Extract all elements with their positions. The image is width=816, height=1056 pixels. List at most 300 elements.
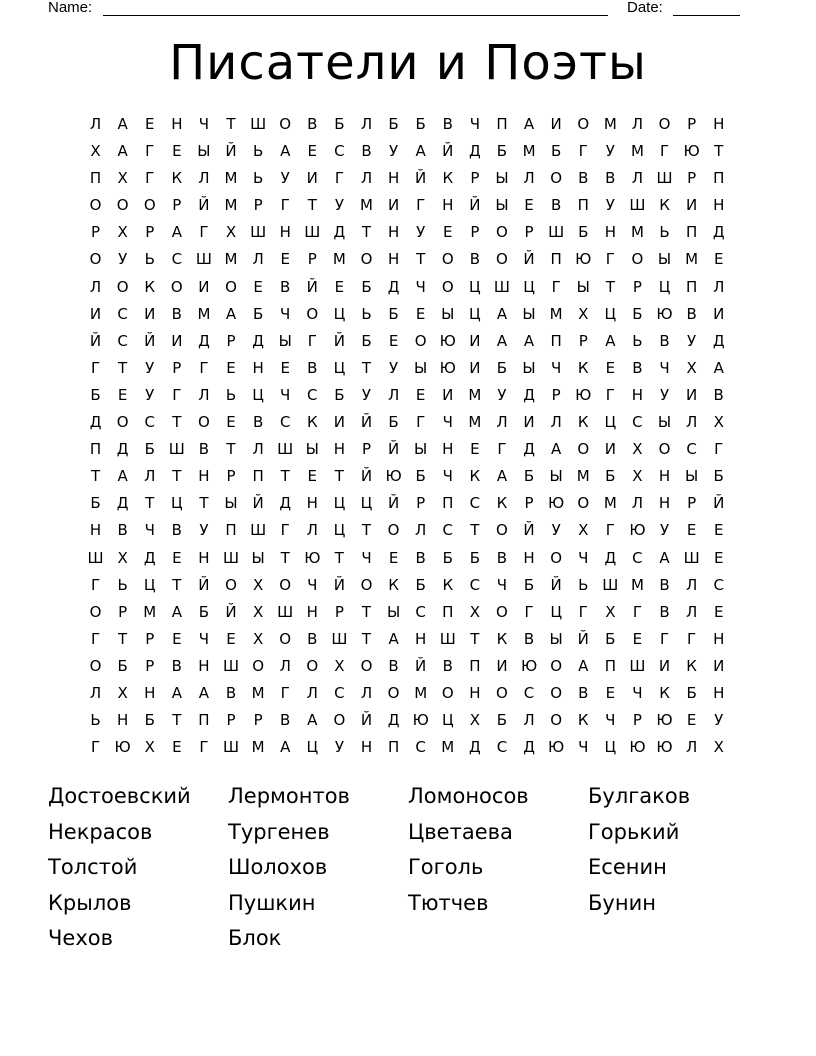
grid-cell[interactable]: М	[522, 142, 536, 161]
grid-cell[interactable]: И	[442, 385, 454, 404]
grid-cell[interactable]: О	[577, 115, 590, 133]
grid-cell[interactable]: Ы	[495, 196, 509, 215]
grid-cell[interactable]: Б	[442, 548, 453, 567]
grid-cell[interactable]: А	[307, 711, 318, 730]
grid-cell[interactable]: Е	[307, 142, 318, 161]
grid-cell[interactable]: Ш	[629, 656, 646, 675]
grid-cell[interactable]: У	[687, 331, 697, 350]
grid-cell[interactable]: Р	[118, 602, 128, 621]
grid-cell[interactable]: Ы	[657, 413, 672, 432]
grid-cell[interactable]: О	[279, 629, 292, 648]
grid-cell[interactable]: Г	[551, 277, 561, 296]
grid-cell[interactable]: Р	[253, 711, 263, 730]
grid-cell[interactable]: К	[577, 711, 589, 730]
grid-cell[interactable]: Ь	[225, 385, 237, 404]
grid-cell[interactable]: Л	[550, 413, 562, 432]
grid-cell[interactable]: П	[89, 169, 102, 188]
grid-cell[interactable]: Ч	[605, 711, 616, 730]
grid-cell[interactable]: Е	[605, 358, 616, 377]
grid-cell[interactable]: К	[171, 169, 183, 188]
grid-cell[interactable]: Ю	[656, 738, 673, 757]
grid-cell[interactable]: Б	[415, 467, 426, 486]
grid-cell[interactable]: Ш	[277, 602, 294, 621]
grid-cell[interactable]: И	[604, 440, 616, 459]
grid-cell[interactable]: Е	[388, 548, 399, 567]
grid-cell[interactable]: О	[143, 196, 156, 215]
grid-cell[interactable]: М	[630, 575, 644, 594]
grid-cell[interactable]: Ш	[250, 115, 267, 133]
grid-cell[interactable]: Д	[116, 440, 129, 459]
grid-cell[interactable]: И	[144, 304, 156, 323]
grid-cell[interactable]: Л	[89, 115, 102, 133]
grid-cell[interactable]: Ы	[251, 548, 265, 567]
grid-cell[interactable]: И	[658, 656, 671, 675]
grid-cell[interactable]: Б	[252, 304, 264, 323]
grid-cell[interactable]: А	[117, 115, 128, 133]
grid-cell[interactable]: Х	[578, 521, 589, 540]
grid-cell[interactable]: М	[224, 196, 238, 215]
grid-cell[interactable]: Д	[523, 440, 535, 459]
grid-cell[interactable]: Ю	[548, 738, 565, 757]
grid-cell[interactable]: С	[713, 575, 724, 594]
grid-cell[interactable]: Б	[144, 711, 155, 730]
grid-cell[interactable]: С	[469, 575, 481, 594]
grid-cell[interactable]: Д	[387, 277, 400, 296]
grid-cell[interactable]: С	[469, 494, 481, 513]
grid-cell[interactable]: А	[198, 683, 210, 702]
grid-cell[interactable]: Ь	[252, 142, 264, 161]
grid-cell[interactable]: Н	[713, 629, 725, 648]
grid-cell[interactable]: Е	[144, 115, 155, 133]
grid-cell[interactable]: Ш	[304, 223, 321, 242]
grid-cell[interactable]: Ю	[575, 250, 592, 269]
grid-cell[interactable]: Н	[144, 683, 156, 702]
grid-cell[interactable]: Ч	[578, 548, 589, 567]
grid-cell[interactable]: Ш	[629, 196, 646, 215]
grid-cell[interactable]: Н	[279, 223, 291, 242]
grid-cell[interactable]: Ч	[361, 548, 372, 567]
grid-cell[interactable]: У	[145, 358, 155, 377]
grid-cell[interactable]: Ы	[197, 142, 211, 161]
grid-cell[interactable]: У	[389, 142, 399, 161]
grid-cell[interactable]: А	[523, 331, 535, 350]
grid-cell[interactable]: Б	[90, 494, 101, 513]
grid-cell[interactable]: Й	[469, 196, 481, 215]
grid-cell[interactable]: Е	[470, 440, 480, 459]
grid-cell[interactable]: Л	[496, 413, 508, 432]
grid-cell[interactable]: Ч	[578, 738, 589, 757]
grid-cell[interactable]: О	[89, 250, 102, 269]
grid-cell[interactable]: Н	[604, 223, 616, 242]
grid-cell[interactable]: Ь	[144, 250, 155, 269]
grid-cell[interactable]: Ы	[549, 467, 563, 486]
grid-cell[interactable]: В	[659, 575, 670, 594]
grid-cell[interactable]: Б	[496, 142, 508, 161]
grid-cell[interactable]: Л	[685, 413, 698, 432]
grid-cell[interactable]: К	[442, 169, 454, 188]
grid-cell[interactable]: С	[632, 413, 643, 432]
grid-cell[interactable]: Ы	[549, 629, 563, 648]
grid-cell[interactable]: Р	[334, 602, 344, 621]
grid-cell[interactable]: Ю	[304, 548, 321, 567]
grid-cell[interactable]: Г	[416, 413, 426, 432]
grid-cell[interactable]: Н	[333, 440, 346, 459]
grid-cell[interactable]: Г	[172, 385, 182, 404]
grid-cell[interactable]: А	[496, 331, 508, 350]
grid-cell[interactable]: И	[496, 656, 508, 675]
grid-cell[interactable]: Р	[253, 196, 263, 215]
grid-cell[interactable]: Б	[388, 413, 399, 432]
grid-cell[interactable]: Н	[713, 115, 725, 133]
grid-cell[interactable]: И	[387, 196, 400, 215]
grid-cell[interactable]: Л	[685, 602, 698, 621]
grid-cell[interactable]: Ю	[683, 142, 700, 161]
grid-cell[interactable]: О	[279, 115, 292, 133]
grid-cell[interactable]: М	[468, 413, 482, 432]
grid-cell[interactable]: Ч	[496, 575, 508, 594]
grid-cell[interactable]: В	[686, 304, 697, 323]
grid-cell[interactable]: Й	[360, 467, 373, 486]
grid-cell[interactable]: М	[603, 115, 617, 133]
grid-cell[interactable]: Т	[714, 142, 724, 161]
grid-cell[interactable]: Н	[658, 467, 671, 486]
grid-cell[interactable]: И	[171, 331, 183, 350]
grid-cell[interactable]: О	[441, 250, 454, 269]
grid-cell[interactable]: Ч	[307, 575, 318, 594]
grid-cell[interactable]: Ь	[90, 711, 101, 730]
grid-cell[interactable]: А	[578, 656, 589, 675]
grid-cell[interactable]: О	[577, 440, 590, 459]
grid-cell[interactable]: У	[605, 196, 615, 215]
grid-cell[interactable]: Ы	[305, 440, 319, 459]
grid-cell[interactable]: У	[199, 521, 209, 540]
grid-cell[interactable]: Г	[280, 683, 290, 702]
grid-cell[interactable]: Б	[550, 142, 562, 161]
grid-cell[interactable]: В	[496, 548, 508, 567]
grid-cell[interactable]: Ц	[658, 277, 671, 296]
grid-cell[interactable]: Е	[443, 223, 453, 242]
grid-cell[interactable]: П	[550, 250, 562, 269]
grid-cell[interactable]: В	[171, 304, 182, 323]
grid-cell[interactable]: Р	[307, 250, 317, 269]
grid-cell[interactable]: В	[388, 656, 399, 675]
grid-cell[interactable]: С	[496, 738, 508, 757]
grid-cell[interactable]: Б	[632, 304, 643, 323]
grid-cell[interactable]: Б	[361, 331, 372, 350]
grid-cell[interactable]: Г	[280, 521, 290, 540]
grid-cell[interactable]: Г	[632, 602, 642, 621]
grid-cell[interactable]: О	[550, 711, 563, 730]
grid-cell[interactable]: М	[549, 304, 563, 323]
grid-cell[interactable]: К	[442, 575, 454, 594]
grid-cell[interactable]: Д	[143, 548, 156, 567]
grid-cell[interactable]: О	[170, 277, 183, 296]
date-field-line[interactable]	[673, 15, 740, 16]
grid-cell[interactable]: Т	[172, 413, 182, 432]
grid-cell[interactable]: Ц	[306, 738, 319, 757]
grid-cell[interactable]: Н	[252, 358, 264, 377]
grid-cell[interactable]: О	[550, 548, 563, 567]
grid-cell[interactable]: Ч	[550, 358, 562, 377]
grid-cell[interactable]: Й	[306, 277, 318, 296]
grid-cell[interactable]: У	[389, 358, 399, 377]
grid-cell[interactable]: Е	[524, 196, 534, 215]
grid-cell[interactable]: Х	[225, 223, 237, 242]
grid-cell[interactable]: Г	[714, 440, 724, 459]
grid-cell[interactable]: И	[713, 656, 725, 675]
grid-cell[interactable]: Г	[90, 358, 101, 377]
grid-cell[interactable]: Х	[686, 358, 697, 377]
grid-cell[interactable]: Т	[361, 521, 372, 540]
grid-cell[interactable]: М	[630, 142, 644, 161]
grid-cell[interactable]: О	[116, 277, 129, 296]
grid-cell[interactable]: Б	[523, 467, 535, 486]
grid-cell[interactable]: О	[252, 656, 265, 675]
grid-cell[interactable]: М	[251, 738, 265, 757]
grid-cell[interactable]: У	[334, 738, 344, 757]
grid-cell[interactable]: Л	[89, 277, 102, 296]
grid-cell[interactable]: А	[415, 142, 426, 161]
grid-cell[interactable]: Б	[713, 467, 724, 486]
grid-cell[interactable]: Е	[415, 304, 426, 323]
grid-cell[interactable]: Ш	[222, 548, 240, 567]
grid-cell[interactable]: Н	[117, 711, 129, 730]
grid-cell[interactable]: Ю	[656, 304, 673, 323]
grid-cell[interactable]: Т	[361, 602, 372, 621]
grid-cell[interactable]: Е	[686, 521, 697, 540]
grid-cell[interactable]: Ш	[222, 738, 240, 757]
grid-cell[interactable]: К	[577, 413, 589, 432]
grid-cell[interactable]: О	[577, 494, 590, 513]
grid-cell[interactable]: Г	[199, 738, 209, 757]
grid-cell[interactable]: Х	[144, 738, 155, 757]
grid-cell[interactable]: Б	[578, 223, 589, 242]
grid-cell[interactable]: Е	[713, 250, 724, 269]
grid-cell[interactable]: У	[334, 196, 344, 215]
grid-cell[interactable]: Г	[416, 196, 426, 215]
grid-cell[interactable]: К	[144, 277, 156, 296]
grid-cell[interactable]: Р	[632, 277, 642, 296]
grid-cell[interactable]: Ч	[469, 115, 480, 133]
grid-cell[interactable]: Р	[91, 223, 101, 242]
grid-cell[interactable]: Н	[442, 196, 454, 215]
grid-cell[interactable]: Д	[469, 142, 481, 161]
grid-cell[interactable]: Л	[387, 385, 400, 404]
grid-cell[interactable]: Ш	[439, 629, 456, 648]
grid-cell[interactable]: И	[198, 277, 210, 296]
grid-cell[interactable]: С	[442, 521, 453, 540]
grid-cell[interactable]: А	[117, 467, 128, 486]
grid-cell[interactable]: В	[632, 358, 643, 377]
grid-cell[interactable]: Г	[605, 250, 615, 269]
grid-cell[interactable]: В	[713, 385, 724, 404]
grid-cell[interactable]: Ы	[522, 304, 536, 323]
grid-cell[interactable]: Ю	[575, 385, 592, 404]
grid-cell[interactable]: М	[360, 196, 373, 215]
grid-cell[interactable]: Т	[334, 548, 344, 567]
grid-cell[interactable]: О	[658, 440, 671, 459]
grid-cell[interactable]: Л	[306, 683, 318, 702]
grid-cell[interactable]: Р	[226, 711, 236, 730]
grid-cell[interactable]: Г	[578, 142, 588, 161]
grid-cell[interactable]: Г	[659, 142, 670, 161]
grid-cell[interactable]: Р	[524, 494, 534, 513]
grid-cell[interactable]: О	[441, 277, 454, 296]
grid-cell[interactable]: Г	[280, 196, 290, 215]
grid-cell[interactable]: О	[89, 196, 102, 215]
grid-cell[interactable]: В	[280, 277, 291, 296]
grid-cell[interactable]: У	[118, 250, 128, 269]
grid-cell[interactable]: В	[361, 142, 372, 161]
grid-cell[interactable]: Р	[172, 196, 182, 215]
name-field-line[interactable]	[103, 15, 608, 16]
grid-cell[interactable]: Б	[415, 575, 426, 594]
grid-cell[interactable]: Х	[90, 142, 101, 161]
grid-cell[interactable]: Т	[280, 548, 290, 567]
grid-cell[interactable]: С	[171, 250, 183, 269]
grid-cell[interactable]: Й	[360, 711, 373, 730]
grid-cell[interactable]: Ш	[250, 521, 267, 540]
grid-cell[interactable]: Ь	[117, 575, 128, 594]
grid-cell[interactable]: Т	[90, 467, 101, 486]
grid-cell[interactable]: Ш	[602, 575, 619, 594]
grid-cell[interactable]: Ч	[659, 358, 670, 377]
grid-cell[interactable]: А	[496, 304, 508, 323]
grid-cell[interactable]: Р	[145, 656, 155, 675]
grid-cell[interactable]: Л	[198, 385, 210, 404]
grid-cell[interactable]: Й	[387, 494, 400, 513]
grid-cell[interactable]: Й	[442, 142, 454, 161]
grid-cell[interactable]: И	[685, 385, 698, 404]
grid-cell[interactable]: С	[686, 440, 697, 459]
grid-cell[interactable]: Г	[687, 629, 697, 648]
grid-cell[interactable]: Л	[631, 115, 644, 133]
grid-cell[interactable]: Н	[171, 115, 183, 133]
grid-cell[interactable]: Е	[172, 629, 182, 648]
grid-cell[interactable]: Ц	[252, 385, 264, 404]
grid-cell[interactable]: К	[496, 494, 508, 513]
grid-cell[interactable]: Н	[198, 656, 210, 675]
grid-cell[interactable]: М	[603, 494, 617, 513]
grid-cell[interactable]: И	[713, 304, 725, 323]
grid-cell[interactable]: Ц	[333, 358, 346, 377]
grid-cell[interactable]: Ы	[224, 494, 238, 513]
grid-cell[interactable]: Н	[713, 683, 725, 702]
grid-cell[interactable]: Т	[361, 358, 372, 377]
grid-cell[interactable]: Д	[89, 413, 102, 432]
grid-cell[interactable]: А	[117, 142, 128, 161]
grid-cell[interactable]: Е	[713, 548, 724, 567]
grid-cell[interactable]: А	[523, 115, 535, 133]
grid-cell[interactable]: Д	[333, 223, 346, 242]
grid-cell[interactable]: В	[252, 413, 264, 432]
grid-cell[interactable]: С	[144, 413, 155, 432]
grid-cell[interactable]: Р	[172, 358, 182, 377]
grid-cell[interactable]: О	[631, 250, 644, 269]
grid-cell[interactable]: П	[442, 602, 454, 621]
grid-cell[interactable]: Н	[387, 223, 400, 242]
grid-cell[interactable]: Г	[90, 738, 101, 757]
grid-cell[interactable]: Ы	[576, 277, 590, 296]
grid-cell[interactable]: Н	[713, 196, 725, 215]
grid-cell[interactable]: В	[605, 169, 616, 188]
grid-cell[interactable]: Ц	[523, 277, 535, 296]
grid-cell[interactable]: П	[442, 494, 454, 513]
grid-cell[interactable]: Т	[145, 494, 155, 513]
grid-cell[interactable]: Ю	[520, 656, 538, 675]
grid-cell[interactable]: О	[198, 413, 210, 432]
grid-cell[interactable]: Г	[145, 169, 155, 188]
grid-cell[interactable]: Х	[713, 738, 724, 757]
grid-cell[interactable]: Д	[523, 385, 535, 404]
grid-cell[interactable]: Т	[199, 494, 209, 513]
grid-cell[interactable]: Б	[605, 629, 616, 648]
grid-cell[interactable]: В	[307, 629, 318, 648]
grid-cell[interactable]: Н	[198, 548, 210, 567]
grid-cell[interactable]: О	[333, 711, 346, 730]
grid-cell[interactable]: Е	[172, 548, 182, 567]
grid-cell[interactable]: Н	[360, 738, 373, 757]
grid-cell[interactable]: Ы	[441, 304, 455, 323]
grid-cell[interactable]: В	[578, 683, 589, 702]
grid-cell[interactable]: Ц	[171, 494, 183, 513]
grid-cell[interactable]: Х	[117, 683, 128, 702]
grid-cell[interactable]: Ь	[252, 169, 264, 188]
grid-cell[interactable]: Й	[415, 169, 427, 188]
grid-cell[interactable]: Р	[687, 169, 697, 188]
grid-cell[interactable]: Т	[226, 440, 236, 459]
grid-cell[interactable]: О	[550, 656, 563, 675]
grid-cell[interactable]: В	[469, 250, 480, 269]
grid-cell[interactable]: Г	[90, 575, 101, 594]
grid-cell[interactable]: М	[332, 250, 346, 269]
grid-cell[interactable]: Е	[117, 385, 128, 404]
grid-cell[interactable]: О	[550, 169, 563, 188]
grid-cell[interactable]: А	[605, 331, 616, 350]
grid-cell[interactable]: Ц	[333, 494, 346, 513]
grid-cell[interactable]: Ч	[198, 115, 210, 133]
grid-cell[interactable]: О	[360, 250, 373, 269]
grid-cell[interactable]: П	[225, 521, 237, 540]
grid-cell[interactable]: Р	[578, 331, 588, 350]
grid-cell[interactable]: А	[551, 440, 562, 459]
grid-cell[interactable]: Д	[712, 223, 725, 242]
grid-cell[interactable]: С	[415, 738, 426, 757]
grid-cell[interactable]: Л	[631, 494, 644, 513]
grid-cell[interactable]: В	[117, 521, 128, 540]
grid-cell[interactable]: Т	[172, 575, 182, 594]
grid-cell[interactable]: Р	[361, 440, 371, 459]
grid-cell[interactable]: Ч	[442, 413, 453, 432]
grid-cell[interactable]: В	[550, 196, 562, 215]
grid-cell[interactable]: Й	[225, 602, 237, 621]
grid-cell[interactable]: Ю	[629, 521, 646, 540]
grid-cell[interactable]: Ю	[114, 738, 131, 757]
grid-cell[interactable]: Ю	[412, 711, 429, 730]
grid-cell[interactable]: Ь	[632, 331, 643, 350]
grid-cell[interactable]: Н	[306, 602, 318, 621]
grid-cell[interactable]: А	[171, 223, 182, 242]
grid-cell[interactable]: Б	[361, 277, 372, 296]
grid-cell[interactable]: П	[387, 738, 400, 757]
grid-cell[interactable]: Ы	[522, 358, 536, 377]
grid-cell[interactable]: С	[117, 304, 128, 323]
grid-cell[interactable]: Й	[333, 575, 345, 594]
grid-cell[interactable]: Д	[712, 331, 725, 350]
grid-cell[interactable]: К	[686, 656, 697, 675]
grid-cell[interactable]: Б	[496, 358, 508, 377]
grid-cell[interactable]: А	[280, 142, 291, 161]
